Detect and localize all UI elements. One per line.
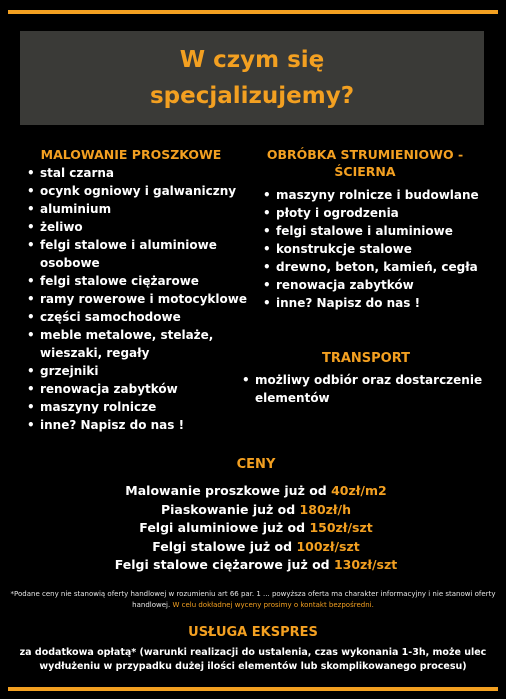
list-item: • części samochodowe (25, 308, 253, 326)
express-service-title: USŁUGA EKSPRES (188, 625, 318, 640)
list-item: • felgi stalowe ciężarowe (25, 272, 253, 290)
list-item: • drewno, beton, kamień, cegła (261, 258, 499, 276)
header-banner (20, 31, 484, 125)
list-item: • felgi stalowe i aluminiowe (261, 222, 499, 240)
list-item: • inne? Napisz do nas ! (25, 416, 253, 434)
top-accent-rule (8, 10, 498, 14)
list-item: • inne? Napisz do nas ! (261, 294, 499, 312)
price-value: 40zł/m2 (331, 483, 387, 498)
list-item: • możliwy odbiór oraz dostarczenie elementów (240, 371, 496, 407)
price-line (60, 519, 452, 538)
prices-title: CENY (236, 457, 276, 472)
list-item: • żeliwo (25, 218, 253, 236)
price-value: 150zł/szt (309, 520, 373, 535)
price-line (60, 556, 452, 575)
list-item: • ramy rowerowe i motocyklowe (25, 290, 253, 308)
price-value: 130zł/szt (333, 557, 398, 572)
list-item: • grzejniki (25, 362, 253, 380)
list-item: • płoty i ogrodzenia (261, 204, 499, 222)
disclaimer-contact-note: W celu dokładnej wyceny prosimy o kontakt bezpośredni. (172, 601, 374, 609)
price-value: 180zł/h (299, 501, 352, 517)
abrasive-blasting-title-line2: ŚCIERNA (334, 164, 396, 179)
list-item: • maszyny rolnicze (25, 398, 253, 416)
bottom-accent-rule (8, 687, 498, 691)
list-item: • ocynk ogniowy i galwaniczny (25, 182, 253, 200)
disclaimer-text: *Podane ceny nie stanowią oferty handlowej w rozumieniu art 66 par. 1 ... powyższa oferta ma charakter informacyjny i nie stanowi oferty handlowej. (10, 590, 496, 609)
list-item: • aluminium (25, 200, 253, 218)
powder-coating-list (25, 164, 253, 434)
price-label: Piaskowanie już od (160, 501, 300, 517)
list-item: • stal czarna (25, 164, 253, 182)
price-label: Malowanie proszkowe już od (125, 483, 332, 498)
header-title-line1: W czym się (179, 47, 325, 73)
list-item: • konstrukcje stalowe (261, 240, 499, 258)
price-disclaimer (10, 589, 496, 611)
price-line (60, 482, 452, 501)
express-service-section (14, 624, 492, 674)
prices-section (60, 456, 452, 575)
abrasive-blasting-title (244, 146, 486, 180)
transport-list (240, 371, 496, 407)
abrasive-blasting-list (261, 186, 499, 312)
price-line (60, 501, 452, 520)
list-item: • maszyny rolnicze i budowlane (261, 186, 499, 204)
header-title-line2: specjalizujemy? (149, 83, 355, 109)
price-label: Felgi stalowe ciężarowe już od (114, 557, 334, 572)
list-item: • felgi stalowe i aluminiowe osobowe (25, 236, 253, 272)
price-label: Felgi stalowe już od (152, 538, 297, 554)
express-service-text: za dodatkowa opłatą* (warunki realizacji do ustalenia, czas wykonania 1-3h, może ulec wydłużeniu w przypadku dużej ilości elementów lub skomplikowanego procesu) (19, 647, 487, 672)
price-label: Felgi aluminiowe już od (139, 520, 310, 535)
list-item: • renowacja zabytków (25, 380, 253, 398)
transport-title: TRANSPORT (321, 351, 411, 366)
list-item: • renowacja zabytków (261, 276, 499, 294)
abrasive-blasting-title-line1: OBRÓBKA STRUMIENIOWO - (266, 147, 464, 162)
price-line (60, 538, 452, 557)
list-item: • meble metalowe, stelaże, wieszaki, regały (25, 326, 253, 362)
powder-coating-title: MALOWANIE PROSZKOWE (40, 147, 222, 162)
price-value: 100zł/szt (296, 538, 360, 554)
